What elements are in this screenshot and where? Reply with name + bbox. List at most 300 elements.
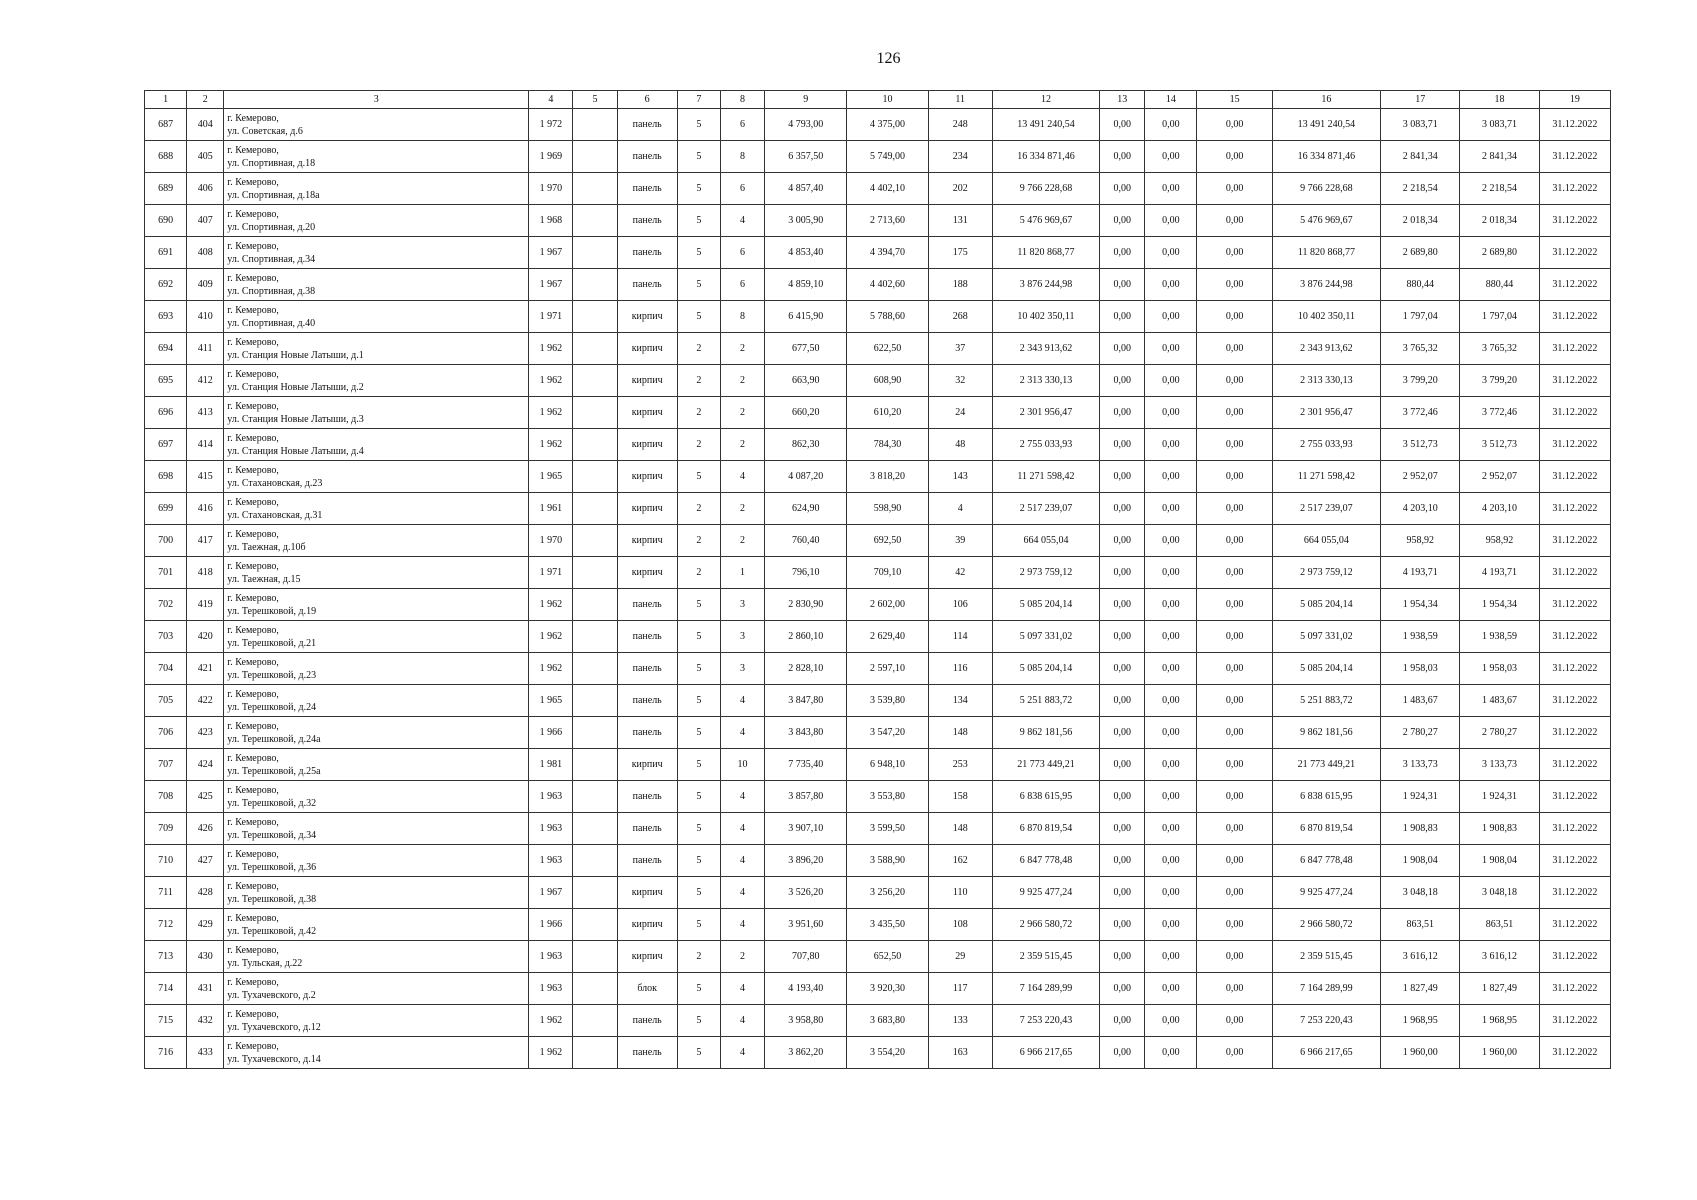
cell-floors: 2 <box>677 557 720 589</box>
cell-id: 428 <box>187 877 224 909</box>
address-street: ул. Терешковой, д.25а <box>227 765 321 777</box>
cell-c16: 9 862 181,56 <box>1272 717 1380 749</box>
table-row <box>145 653 1611 685</box>
cell-area_living: 2 629,40 <box>847 621 928 653</box>
address-street: ул. Станция Новые Латыши, д.4 <box>227 445 364 457</box>
address-cell <box>224 909 529 941</box>
address-cell <box>224 205 529 237</box>
cell-c15: 0,00 <box>1197 269 1272 301</box>
table-row <box>145 461 1611 493</box>
cell-c14: 0,00 <box>1145 877 1197 909</box>
cell-area_living: 3 435,50 <box>847 909 928 941</box>
cell-area_living: 5 749,00 <box>847 141 928 173</box>
address-street: ул. Стахановская, д.23 <box>227 477 323 489</box>
cell-entrances: 8 <box>720 301 764 333</box>
cell-cost: 6 966 217,65 <box>992 1037 1099 1069</box>
cell-entrances: 4 <box>720 781 764 813</box>
cell-cost: 6 838 615,95 <box>992 781 1099 813</box>
cell-material: панель <box>617 589 677 621</box>
cell-c18: 3 083,71 <box>1460 109 1539 141</box>
cell-n: 692 <box>145 269 187 301</box>
address-street: ул. Терешковой, д.24 <box>227 701 317 713</box>
cell-c18: 3 048,18 <box>1460 877 1539 909</box>
cell-c16: 6 870 819,54 <box>1272 813 1380 845</box>
cell-area_total: 2 860,10 <box>765 621 847 653</box>
cell-id: 421 <box>187 653 224 685</box>
cell-n: 711 <box>145 877 187 909</box>
cell-area_total: 3 857,80 <box>765 781 847 813</box>
address-street: ул. Тухачевского, д.12 <box>227 1021 321 1033</box>
cell-entrances: 6 <box>720 237 764 269</box>
cell-c18: 2 018,34 <box>1460 205 1539 237</box>
address-cell <box>224 109 529 141</box>
cell-c14: 0,00 <box>1145 397 1197 429</box>
cell-c18: 4 203,10 <box>1460 493 1539 525</box>
cell-c18: 2 952,07 <box>1460 461 1539 493</box>
cell-c16: 13 491 240,54 <box>1272 109 1380 141</box>
cell-n: 702 <box>145 589 187 621</box>
cell-c5 <box>573 205 617 237</box>
cell-c13: 0,00 <box>1100 749 1145 781</box>
cell-cost: 5 097 331,02 <box>992 621 1099 653</box>
cell-c18: 1 968,95 <box>1460 1005 1539 1037</box>
address-cell <box>224 525 529 557</box>
cell-c17: 2 218,54 <box>1381 173 1460 205</box>
table-row <box>145 845 1611 877</box>
column-header: 19 <box>1539 91 1610 109</box>
cell-floors: 5 <box>677 109 720 141</box>
cell-c13: 0,00 <box>1100 1005 1145 1037</box>
cell-n: 691 <box>145 237 187 269</box>
cell-c13: 0,00 <box>1100 1037 1145 1069</box>
cell-material: кирпич <box>617 493 677 525</box>
cell-floors: 5 <box>677 173 720 205</box>
cell-year: 1 971 <box>529 301 573 333</box>
cell-c15: 0,00 <box>1197 589 1272 621</box>
address-street: ул. Советская, д.6 <box>227 125 303 137</box>
address-cell <box>224 333 529 365</box>
cell-id: 405 <box>187 141 224 173</box>
cell-c15: 0,00 <box>1197 973 1272 1005</box>
cell-year: 1 962 <box>529 1005 573 1037</box>
cell-floors: 2 <box>677 429 720 461</box>
table-row <box>145 141 1611 173</box>
cell-entrances: 10 <box>720 749 764 781</box>
cell-id: 410 <box>187 301 224 333</box>
cell-c15: 0,00 <box>1197 525 1272 557</box>
cell-floors: 5 <box>677 749 720 781</box>
cell-n: 712 <box>145 909 187 941</box>
cell-material: кирпич <box>617 461 677 493</box>
table-row <box>145 397 1611 429</box>
table-row <box>145 717 1611 749</box>
cell-area_living: 3 554,20 <box>847 1037 928 1069</box>
address-cell <box>224 653 529 685</box>
cell-c5 <box>573 333 617 365</box>
cell-floors: 5 <box>677 1037 720 1069</box>
cell-c5 <box>573 269 617 301</box>
cell-c5 <box>573 749 617 781</box>
cell-date: 31.12.2022 <box>1539 877 1610 909</box>
cell-c13: 0,00 <box>1100 141 1145 173</box>
cell-c14: 0,00 <box>1145 301 1197 333</box>
cell-floors: 5 <box>677 461 720 493</box>
cell-c18: 4 193,71 <box>1460 557 1539 589</box>
cell-cost: 21 773 449,21 <box>992 749 1099 781</box>
cell-residents: 37 <box>928 333 992 365</box>
cell-area_living: 4 394,70 <box>847 237 928 269</box>
cell-area_total: 4 857,40 <box>765 173 847 205</box>
cell-c5 <box>573 557 617 589</box>
cell-n: 698 <box>145 461 187 493</box>
cell-floors: 5 <box>677 877 720 909</box>
cell-c16: 2 343 913,62 <box>1272 333 1380 365</box>
cell-c18: 3 765,32 <box>1460 333 1539 365</box>
cell-c15: 0,00 <box>1197 813 1272 845</box>
cell-c15: 0,00 <box>1197 365 1272 397</box>
column-header: 14 <box>1145 91 1197 109</box>
cell-c17: 958,92 <box>1381 525 1460 557</box>
address-street: ул. Таежная, д.15 <box>227 573 301 585</box>
cell-n: 713 <box>145 941 187 973</box>
cell-cost: 5 251 883,72 <box>992 685 1099 717</box>
cell-c5 <box>573 1037 617 1069</box>
table-row <box>145 429 1611 461</box>
cell-year: 1 967 <box>529 877 573 909</box>
cell-id: 413 <box>187 397 224 429</box>
cell-c16: 2 973 759,12 <box>1272 557 1380 589</box>
cell-c15: 0,00 <box>1197 781 1272 813</box>
address-city: г. Кемерово, <box>227 432 279 444</box>
cell-c14: 0,00 <box>1145 941 1197 973</box>
address-city: г. Кемерово, <box>227 208 279 220</box>
cell-c13: 0,00 <box>1100 237 1145 269</box>
cell-c5 <box>573 845 617 877</box>
cell-area_total: 3 526,20 <box>765 877 847 909</box>
cell-date: 31.12.2022 <box>1539 333 1610 365</box>
address-street: ул. Терешковой, д.32 <box>227 797 317 809</box>
cell-year: 1 965 <box>529 685 573 717</box>
cell-area_total: 663,90 <box>765 365 847 397</box>
cell-c16: 10 402 350,11 <box>1272 301 1380 333</box>
address-city: г. Кемерово, <box>227 816 279 828</box>
cell-n: 710 <box>145 845 187 877</box>
cell-entrances: 2 <box>720 525 764 557</box>
cell-c15: 0,00 <box>1197 653 1272 685</box>
cell-n: 714 <box>145 973 187 1005</box>
cell-material: кирпич <box>617 877 677 909</box>
table-row <box>145 237 1611 269</box>
cell-c18: 1 483,67 <box>1460 685 1539 717</box>
cell-year: 1 968 <box>529 205 573 237</box>
address-cell <box>224 461 529 493</box>
cell-area_total: 2 828,10 <box>765 653 847 685</box>
cell-c17: 3 512,73 <box>1381 429 1460 461</box>
cell-material: панель <box>617 141 677 173</box>
cell-entrances: 6 <box>720 109 764 141</box>
cell-date: 31.12.2022 <box>1539 429 1610 461</box>
address-city: г. Кемерово, <box>227 560 279 572</box>
address-cell <box>224 493 529 525</box>
cell-c14: 0,00 <box>1145 205 1197 237</box>
cell-material: панель <box>617 685 677 717</box>
cell-n: 708 <box>145 781 187 813</box>
cell-floors: 2 <box>677 493 720 525</box>
cell-entrances: 2 <box>720 429 764 461</box>
cell-floors: 5 <box>677 621 720 653</box>
address-city: г. Кемерово, <box>227 976 279 988</box>
cell-floors: 5 <box>677 845 720 877</box>
cell-cost: 2 966 580,72 <box>992 909 1099 941</box>
cell-c16: 11 271 598,42 <box>1272 461 1380 493</box>
cell-c14: 0,00 <box>1145 173 1197 205</box>
cell-area_total: 660,20 <box>765 397 847 429</box>
cell-c18: 863,51 <box>1460 909 1539 941</box>
cell-area_total: 760,40 <box>765 525 847 557</box>
cell-c15: 0,00 <box>1197 205 1272 237</box>
cell-year: 1 962 <box>529 365 573 397</box>
cell-entrances: 4 <box>720 845 764 877</box>
cell-c18: 2 218,54 <box>1460 173 1539 205</box>
cell-c5 <box>573 717 617 749</box>
table-row <box>145 1037 1611 1069</box>
cell-date: 31.12.2022 <box>1539 525 1610 557</box>
cell-c17: 1 483,67 <box>1381 685 1460 717</box>
cell-c14: 0,00 <box>1145 557 1197 589</box>
column-header: 7 <box>677 91 720 109</box>
cell-n: 707 <box>145 749 187 781</box>
cell-c15: 0,00 <box>1197 1037 1272 1069</box>
cell-id: 412 <box>187 365 224 397</box>
cell-area_total: 624,90 <box>765 493 847 525</box>
cell-year: 1 966 <box>529 717 573 749</box>
cell-id: 424 <box>187 749 224 781</box>
cell-c14: 0,00 <box>1145 109 1197 141</box>
cell-entrances: 4 <box>720 685 764 717</box>
cell-area_living: 3 547,20 <box>847 717 928 749</box>
cell-c5 <box>573 429 617 461</box>
cell-floors: 5 <box>677 973 720 1005</box>
cell-cost: 9 766 228,68 <box>992 173 1099 205</box>
cell-c14: 0,00 <box>1145 813 1197 845</box>
cell-cost: 13 491 240,54 <box>992 109 1099 141</box>
cell-floors: 5 <box>677 589 720 621</box>
address-cell <box>224 685 529 717</box>
address-cell <box>224 717 529 749</box>
address-street: ул. Станция Новые Латыши, д.3 <box>227 413 364 425</box>
address-city: г. Кемерово, <box>227 1008 279 1020</box>
cell-floors: 5 <box>677 653 720 685</box>
cell-entrances: 3 <box>720 621 764 653</box>
cell-n: 694 <box>145 333 187 365</box>
cell-material: кирпич <box>617 941 677 973</box>
address-city: г. Кемерово, <box>227 592 279 604</box>
cell-c17: 880,44 <box>1381 269 1460 301</box>
cell-c17: 1 968,95 <box>1381 1005 1460 1037</box>
cell-cost: 2 343 913,62 <box>992 333 1099 365</box>
cell-material: панель <box>617 205 677 237</box>
cell-date: 31.12.2022 <box>1539 717 1610 749</box>
column-header: 18 <box>1460 91 1539 109</box>
cell-area_total: 707,80 <box>765 941 847 973</box>
cell-area_living: 4 402,60 <box>847 269 928 301</box>
cell-material: панель <box>617 813 677 845</box>
address-cell <box>224 557 529 589</box>
cell-residents: 162 <box>928 845 992 877</box>
address-cell <box>224 173 529 205</box>
column-header: 10 <box>847 91 928 109</box>
cell-c18: 3 133,73 <box>1460 749 1539 781</box>
table-row <box>145 557 1611 589</box>
cell-entrances: 4 <box>720 877 764 909</box>
cell-id: 433 <box>187 1037 224 1069</box>
table-row <box>145 877 1611 909</box>
cell-c16: 5 476 969,67 <box>1272 205 1380 237</box>
cell-c18: 1 827,49 <box>1460 973 1539 1005</box>
cell-c18: 3 616,12 <box>1460 941 1539 973</box>
cell-c17: 1 827,49 <box>1381 973 1460 1005</box>
cell-area_total: 6 357,50 <box>765 141 847 173</box>
cell-area_total: 862,30 <box>765 429 847 461</box>
cell-c15: 0,00 <box>1197 877 1272 909</box>
cell-c18: 2 780,27 <box>1460 717 1539 749</box>
address-cell <box>224 429 529 461</box>
cell-c17: 1 908,04 <box>1381 845 1460 877</box>
cell-residents: 175 <box>928 237 992 269</box>
cell-c5 <box>573 973 617 1005</box>
table-row <box>145 685 1611 717</box>
cell-area_living: 652,50 <box>847 941 928 973</box>
cell-c15: 0,00 <box>1197 621 1272 653</box>
cell-c5 <box>573 941 617 973</box>
cell-entrances: 6 <box>720 269 764 301</box>
cell-c14: 0,00 <box>1145 781 1197 813</box>
cell-c18: 2 841,34 <box>1460 141 1539 173</box>
cell-c13: 0,00 <box>1100 461 1145 493</box>
address-street: ул. Терешковой, д.21 <box>227 637 317 649</box>
table-body <box>145 109 1611 1069</box>
address-city: г. Кемерово, <box>227 1040 279 1052</box>
cell-c16: 6 838 615,95 <box>1272 781 1380 813</box>
table-row <box>145 589 1611 621</box>
cell-id: 431 <box>187 973 224 1005</box>
cell-c18: 3 772,46 <box>1460 397 1539 429</box>
table-row <box>145 781 1611 813</box>
cell-cost: 11 271 598,42 <box>992 461 1099 493</box>
address-city: г. Кемерово, <box>227 656 279 668</box>
table-row <box>145 621 1611 653</box>
cell-c13: 0,00 <box>1100 269 1145 301</box>
cell-c18: 1 960,00 <box>1460 1037 1539 1069</box>
cell-area_total: 3 896,20 <box>765 845 847 877</box>
cell-c15: 0,00 <box>1197 493 1272 525</box>
cell-cost: 3 876 244,98 <box>992 269 1099 301</box>
header-row <box>145 91 1611 109</box>
cell-area_total: 7 735,40 <box>765 749 847 781</box>
address-cell <box>224 237 529 269</box>
cell-c15: 0,00 <box>1197 557 1272 589</box>
table-row <box>145 301 1611 333</box>
cell-c17: 1 924,31 <box>1381 781 1460 813</box>
cell-cost: 2 313 330,13 <box>992 365 1099 397</box>
cell-residents: 133 <box>928 1005 992 1037</box>
cell-c5 <box>573 397 617 429</box>
address-street: ул. Спортивная, д.34 <box>227 253 316 265</box>
cell-area_living: 3 588,90 <box>847 845 928 877</box>
cell-date: 31.12.2022 <box>1539 461 1610 493</box>
cell-area_living: 3 920,30 <box>847 973 928 1005</box>
column-header: 13 <box>1100 91 1145 109</box>
cell-residents: 110 <box>928 877 992 909</box>
address-street: ул. Терешковой, д.34 <box>227 829 317 841</box>
cell-residents: 188 <box>928 269 992 301</box>
cell-entrances: 4 <box>720 909 764 941</box>
column-header: 2 <box>187 91 224 109</box>
address-street: ул. Тухачевского, д.2 <box>227 989 316 1001</box>
cell-id: 419 <box>187 589 224 621</box>
cell-c15: 0,00 <box>1197 173 1272 205</box>
table-row <box>145 1005 1611 1037</box>
cell-c5 <box>573 141 617 173</box>
cell-area_total: 3 907,10 <box>765 813 847 845</box>
cell-id: 414 <box>187 429 224 461</box>
cell-c18: 3 799,20 <box>1460 365 1539 397</box>
cell-c17: 2 018,34 <box>1381 205 1460 237</box>
table-row <box>145 941 1611 973</box>
address-cell <box>224 781 529 813</box>
cell-c14: 0,00 <box>1145 1005 1197 1037</box>
cell-date: 31.12.2022 <box>1539 1005 1610 1037</box>
cell-floors: 5 <box>677 909 720 941</box>
cell-n: 696 <box>145 397 187 429</box>
cell-material: кирпич <box>617 525 677 557</box>
cell-cost: 6 847 778,48 <box>992 845 1099 877</box>
cell-material: панель <box>617 845 677 877</box>
cell-c14: 0,00 <box>1145 621 1197 653</box>
cell-id: 406 <box>187 173 224 205</box>
cell-c17: 3 133,73 <box>1381 749 1460 781</box>
cell-material: панель <box>617 653 677 685</box>
cell-c13: 0,00 <box>1100 205 1145 237</box>
cell-area_living: 598,90 <box>847 493 928 525</box>
cell-c14: 0,00 <box>1145 365 1197 397</box>
cell-area_living: 622,50 <box>847 333 928 365</box>
cell-material: панель <box>617 1037 677 1069</box>
cell-id: 423 <box>187 717 224 749</box>
cell-c16: 2 966 580,72 <box>1272 909 1380 941</box>
cell-date: 31.12.2022 <box>1539 909 1610 941</box>
cell-entrances: 4 <box>720 813 764 845</box>
cell-residents: 148 <box>928 813 992 845</box>
cell-year: 1 961 <box>529 493 573 525</box>
column-header: 15 <box>1197 91 1272 109</box>
cell-floors: 5 <box>677 141 720 173</box>
column-header: 16 <box>1272 91 1380 109</box>
cell-c15: 0,00 <box>1197 1005 1272 1037</box>
cell-c18: 958,92 <box>1460 525 1539 557</box>
address-city: г. Кемерово, <box>227 176 279 188</box>
address-street: ул. Терешковой, д.38 <box>227 893 317 905</box>
cell-c15: 0,00 <box>1197 941 1272 973</box>
column-header: 5 <box>573 91 617 109</box>
cell-material: панель <box>617 173 677 205</box>
cell-c5 <box>573 301 617 333</box>
cell-cost: 5 085 204,14 <box>992 589 1099 621</box>
cell-entrances: 2 <box>720 365 764 397</box>
cell-floors: 2 <box>677 525 720 557</box>
column-header: 17 <box>1381 91 1460 109</box>
address-street: ул. Спортивная, д.20 <box>227 221 316 233</box>
